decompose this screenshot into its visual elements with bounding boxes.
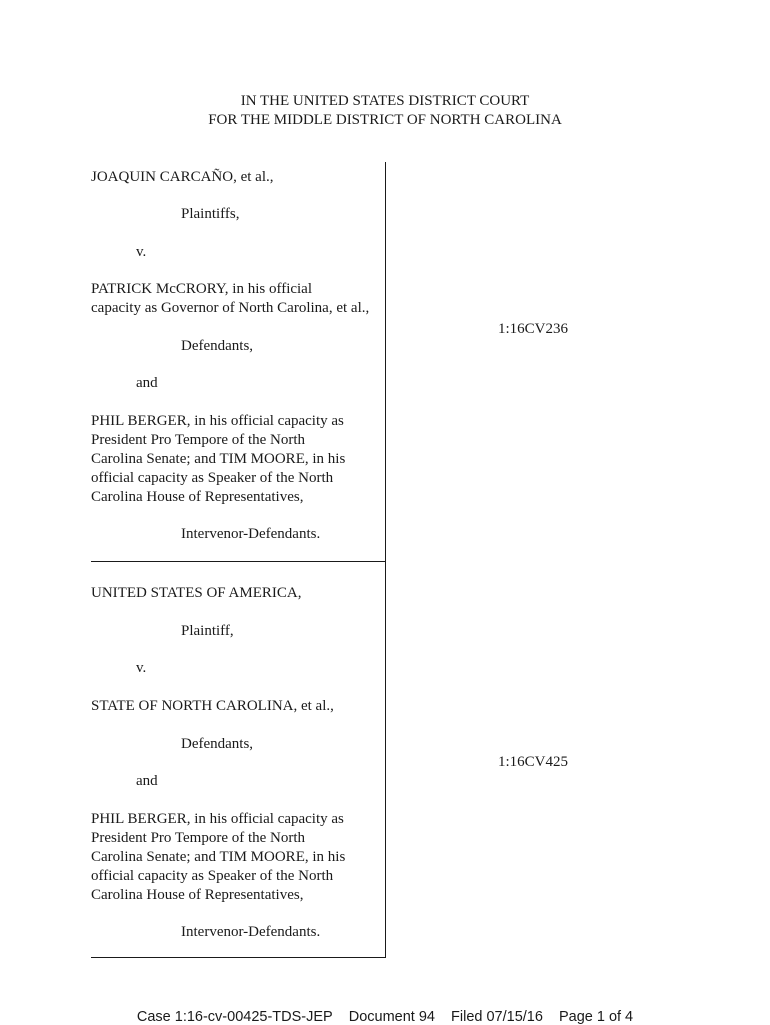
footer-document: Document 94 (348, 1009, 435, 1025)
case1-defendant-line2: capacity as Governor of North Carolina, et al., (91, 300, 370, 316)
case2-number: 1:16CV425 (498, 754, 569, 770)
case1-intervenor-line: official capacity as Speaker of the North (91, 470, 334, 486)
footer-case: Case 1:16-cv-00425-TDS-JEP (136, 1009, 333, 1025)
case2-versus: v. (136, 660, 147, 676)
case1-defendant-role: Defendants, (181, 338, 254, 354)
case1-number: 1:16CV236 (498, 321, 569, 337)
caption-rule-1 (91, 561, 385, 562)
case2-intervenor-line: Carolina Senate; and TIM MOORE, in his (91, 849, 346, 865)
case2-intervenor-role: Intervenor-Defendants. (181, 924, 321, 940)
case1-plaintiff-role: Plaintiffs, (181, 206, 240, 222)
filing-footer (0, 1009, 770, 1025)
case2-intervenor-line: Carolina House of Representatives, (91, 887, 304, 903)
court-heading-line2: FOR THE MIDDLE DISTRICT OF NORTH CAROLINA (208, 112, 562, 128)
case2-and: and (136, 773, 158, 789)
footer-page: Page 1 of 4 (558, 1009, 634, 1025)
case2-intervenor-line: President Pro Tempore of the North (91, 830, 306, 846)
court-heading (0, 92, 770, 130)
case2-caption (91, 584, 387, 942)
case1-defendant-line1: PATRICK McCRORY, in his official (91, 281, 313, 297)
case1-intervenors (91, 412, 387, 507)
case2-intervenor-line: PHIL BERGER, in his official capacity as (91, 811, 344, 827)
case2-defendant: STATE OF NORTH CAROLINA, et al., (91, 698, 334, 714)
footer-filed: Filed 07/15/16 (451, 1009, 543, 1025)
court-heading-line1: IN THE UNITED STATES DISTRICT COURT (240, 93, 530, 109)
case2-intervenor-line: official capacity as Speaker of the North (91, 868, 334, 884)
case2-defendant-role: Defendants, (181, 736, 254, 752)
case1-versus: v. (136, 244, 147, 260)
case2-intervenors (91, 810, 387, 905)
case1-intervenor-line: Carolina House of Representatives, (91, 489, 304, 505)
case1-intervenor-line: President Pro Tempore of the North (91, 432, 306, 448)
case1-intervenor-line: Carolina Senate; and TIM MOORE, in his (91, 451, 346, 467)
case1-and: and (136, 375, 158, 391)
case1-caption (91, 168, 387, 544)
case2-plaintiff-role: Plaintiff, (181, 623, 234, 639)
case2-plaintiff: UNITED STATES OF AMERICA, (91, 585, 302, 601)
caption-rule-2 (91, 957, 385, 958)
case1-defendant (91, 280, 387, 318)
case1-intervenor-line: PHIL BERGER, in his official capacity as (91, 413, 344, 429)
case1-intervenor-role: Intervenor-Defendants. (181, 526, 321, 542)
case1-plaintiff: JOAQUIN CARCAÑO, et al., (91, 169, 274, 185)
